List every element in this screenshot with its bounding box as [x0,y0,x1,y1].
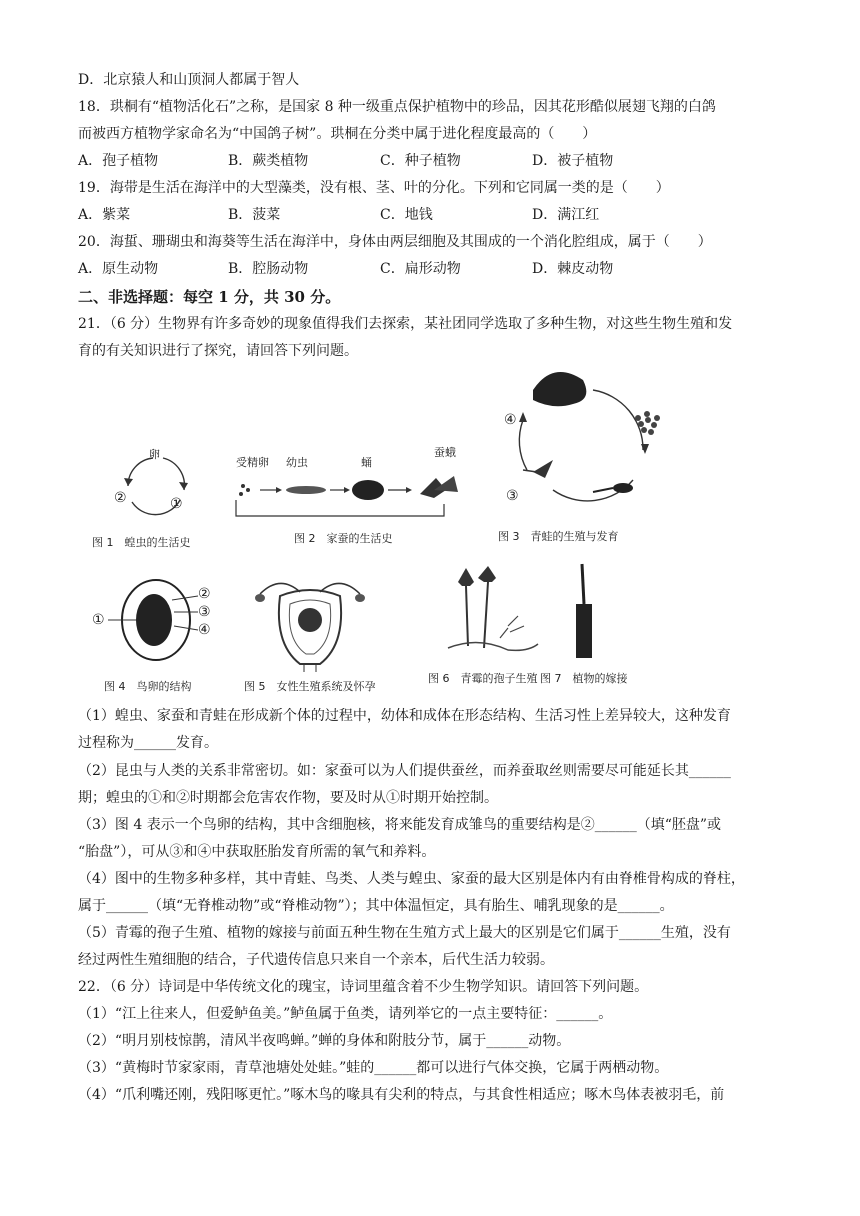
fig3-marker-3: ③ [506,488,519,504]
fig2-caption: 图 2 家蚕的生活史 [294,532,393,545]
q21-sub5-line2: 经过两性生殖细胞的结合，子代遗传信息只来自一个亲本，后代生活力较弱。 [78,952,554,968]
fig4-caption: 图 4 鸟卵的结构 [104,680,192,693]
frog-cycle-diagram [493,360,683,520]
fig2-stage-larva: 幼虫 [286,456,308,469]
fig1-marker-1: ① [170,496,183,512]
fig4-marker-1: ① [92,612,105,628]
fig2-stage-pupa: 蛹 [361,456,372,469]
fig3-caption: 图 3 青蛙的生殖与发育 [498,530,619,543]
q22-sub2: （2）“明月别枝惊鹊，清风半夜鸣蝉。”蝉的身体和附肢分节，属于______动物。 [78,1033,571,1049]
fig2-stage-moth: 蚕蛾 [434,446,456,459]
q21-sub1-line1: （1）蝗虫、家蚕和青蛙在形成新个体的过程中，幼体和成体在形态结构、生活习性上差异较大，这种发育 [78,708,731,724]
q21-sub4-line1: （4）图中的生物多种多样，其中青蛙、鸟类、人类与蝗虫、家蚕的最大区别是体内有由脊椎骨构成的脊柱， [78,871,745,887]
fig4-marker-4: ④ [198,622,211,638]
fig3-marker-4: ④ [504,412,517,428]
uterus-diagram [250,574,370,674]
q22-sub4: （4）“爪利嘴还刚，残阳啄更忙。”啄木鸟的喙具有尖利的特点，与其食性相适应；啄木鸟体表被羽毛，前 [78,1087,725,1103]
q21-sub2-line1: （2）昆虫与人类的关系非常密切。如：家蚕可以为人们提供蚕丝，而养蚕取丝则需要尽可能延长其______ [78,763,731,779]
fig1-egg-label: 卵 [149,448,160,461]
q18-stem-line1: 18．珙桐有“植物活化石”之称，是国家 8 种一级重点保护植物中的珍品，因其花形酷似展翅飞翔的白鸽 [78,99,716,115]
q21-intro-line1: 21．（6 分）生物界有许多奇妙的现象值得我们去探索，某社团同学选取了多种生物，对这些生物生殖和发 [78,316,733,332]
bird-egg-diagram [98,570,218,670]
fig2-stage-egg: 受精卵 [236,456,269,469]
q21-sub4-line2: 属于______（填“无脊椎动物”或“脊椎动物”）；其中体温恒定，具有胎生、哺乳现象的是______。 [78,898,674,914]
q21-sub3-line1: （3）图 4 表示一个鸟卵的结构，其中含细胞核，将来能发育成雏鸟的重要结构是②______（填“胚盘”或 [78,817,722,833]
fig5-caption: 图 5 女性生殖系统及怀孕 [244,680,376,693]
q21-intro-line2: 育的有关知识进行了探究，请回答下列问题。 [78,343,358,359]
fig1-caption: 图 1 蝗虫的生活史 [92,536,191,549]
q19-option-a: A．紫菜 [78,207,131,223]
q18-option-a: A．孢子植物 [78,153,159,169]
grafting-diagram [564,560,604,660]
q21-sub1-line2: 过程称为______发育。 [78,735,218,751]
q20-option-d: D．棘皮动物 [532,261,614,277]
q18-stem-line2: 而被西方植物学家命名为“中国鸽子树”。珙桐在分类中属于进化程度最高的（ ） [78,126,597,142]
q19-option-c: C．地钱 [380,207,433,223]
q20-stem: 20．海蜇、珊瑚虫和海葵等生活在海洋中，身体由两层细胞及其围成的一个消化腔组成，属于（ ） [78,234,712,250]
q21-sub3-line2: “胎盘”），可从③和④中获取胚胎发育所需的氧气和养料。 [78,844,436,860]
fig6-caption: 图 6 青霉的孢子生殖 [428,672,538,685]
q21-sub5-line1: （5）青霉的孢子生殖、植物的嫁接与前面五种生物在生殖方式上最大的区别是它们属于______生殖，没有 [78,925,731,941]
q20-option-c: C．扁形动物 [380,261,461,277]
q20-option-a: A．原生动物 [78,261,159,277]
q17-option-d: D．北京猿人和山顶洞人都属于智人 [78,72,300,88]
fig4-marker-2: ② [198,586,211,602]
q18-option-b: B．蕨类植物 [228,153,309,169]
figure-panel [78,360,788,700]
fig7-caption: 图 7 植物的嫁接 [540,672,628,685]
q20-option-b: B．腔肠动物 [228,261,309,277]
q22-intro: 22．（6 分）诗词是中华传统文化的瑰宝，诗词里蕴含着不少生物学知识。请回答下列问题。 [78,979,649,995]
penicillium-diagram [438,566,548,666]
q18-option-d: D．被子植物 [532,153,614,169]
q18-option-c: C．种子植物 [380,153,461,169]
q22-sub1: （1）“江上往来人，但爱鲈鱼美。”鲈鱼属于鱼类，请列举它的一点主要特征：______。 [78,1006,613,1022]
fig4-marker-3: ③ [198,604,211,620]
q19-stem: 19．海带是生活在海洋中的大型藻类，没有根、茎、叶的分化。下列和它同属一类的是（ ） [78,180,670,196]
q19-option-b: B．菠菜 [228,207,281,223]
fig1-marker-2: ② [114,490,127,506]
silkworm-cycle-diagram [228,468,478,526]
q21-sub2-line2: 期；蝗虫的①和②时期都会危害农作物，要及时从①时期开始控制。 [78,790,498,806]
q22-sub3: （3）“黄梅时节家家雨，青草池塘处处蛙。”蛙的______都可以进行气体交换，它属于两栖动物。 [78,1060,669,1076]
section-title: 二、非选择题：每空 1 分，共 30 分。 [78,288,341,306]
q19-option-d: D．满江红 [532,207,600,223]
